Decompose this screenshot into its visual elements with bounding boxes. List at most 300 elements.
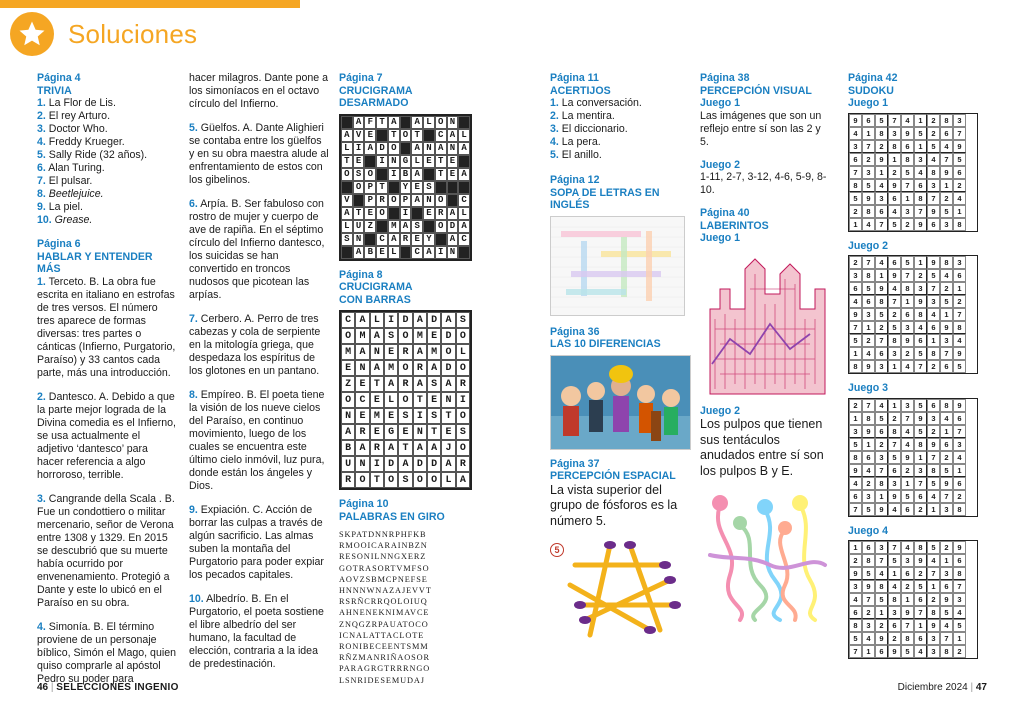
sudoku-cell: 2 [901, 347, 914, 360]
letter-cell: R [341, 472, 355, 488]
sudoku-cell: 1 [927, 334, 940, 347]
letter-cell: E [441, 424, 455, 440]
sudoku-cell: 2 [953, 645, 966, 658]
letter-cell: G [400, 155, 412, 168]
sudoku-cell: 6 [849, 490, 862, 503]
item-number: 7. [189, 313, 198, 325]
letter-cell: N [447, 142, 459, 155]
sudoku-cell: 9 [849, 308, 862, 321]
sudoku-cell: 6 [940, 438, 953, 451]
sudoku-cell: 7 [914, 606, 927, 619]
sudoku-cell: 9 [927, 619, 940, 632]
item-text: La mentira. [558, 110, 615, 122]
letter-cell: L [341, 142, 353, 155]
sudoku-cell: 1 [927, 503, 940, 516]
sudoku-cell: 5 [901, 166, 914, 179]
item-text: El rey Arturo. [45, 110, 111, 122]
letter-cell: Z [364, 220, 376, 233]
item-text: Arpía. B. Ser fabuloso con rostro de mujer y cuerpo de ave de rapiña. En el séptimo círculo del Infierno dantesco, los suicidas se han convertido en troncos nudosos que picotean las arpías. [189, 198, 325, 301]
sudoku-cell: 2 [914, 503, 927, 516]
letter-cell: L [370, 312, 384, 328]
sudoku-cell: 5 [862, 282, 875, 295]
list-item [189, 593, 329, 671]
section-heading: Página 12 [550, 174, 600, 186]
sudoku-cell: 8 [875, 580, 888, 593]
sudoku-cell: 2 [849, 256, 862, 269]
sudoku-cell: 1 [862, 321, 875, 334]
sudoku-cell: 7 [914, 477, 927, 490]
sudoku-cell: 5 [940, 464, 953, 477]
item-number: 10. [37, 214, 52, 226]
letter-cell: R [370, 440, 384, 456]
letter-cell: D [398, 312, 412, 328]
sudoku-grid [848, 540, 978, 659]
letter-cell: A [370, 328, 384, 344]
letter-cell: R [413, 360, 427, 376]
sudoku-cell: 7 [953, 580, 966, 593]
game-label: Juego 2 [700, 404, 741, 417]
sudoku-cell: 2 [888, 308, 901, 321]
letter-cell: S [456, 424, 470, 440]
sudoku-cell: 9 [927, 205, 940, 218]
sudoku-cell: 9 [888, 269, 901, 282]
letter-cell: S [398, 472, 412, 488]
black-cell [376, 168, 388, 181]
letter-cell: E [384, 344, 398, 360]
sudoku-cell: 3 [914, 464, 927, 477]
sudoku-cell: 4 [849, 477, 862, 490]
sudoku-cell: 8 [901, 632, 914, 645]
sudoku-cell: 4 [862, 632, 875, 645]
letter-cell: E [447, 168, 459, 181]
sudoku-cell: 9 [901, 127, 914, 140]
sudoku-cell: 3 [849, 269, 862, 282]
letter-cell: T [435, 168, 447, 181]
black-cell [435, 233, 447, 246]
sudoku-cell: 1 [862, 645, 875, 658]
letter-cell: E [384, 408, 398, 424]
sudoku-label: Juego 1 [848, 97, 889, 109]
sudoku-cell: 7 [849, 321, 862, 334]
section-subheading: PALABRAS EN GIRO [339, 510, 445, 523]
sudoku-cell: 7 [849, 645, 862, 658]
sudoku-cell: 8 [849, 360, 862, 373]
sudoku-list [848, 97, 978, 659]
sudoku-cell: 3 [888, 477, 901, 490]
sudoku-cell: 4 [940, 269, 953, 282]
section-heading: Página 10 [339, 498, 389, 510]
sudoku-cell: 1 [888, 153, 901, 166]
sudoku-cell: 8 [940, 114, 953, 127]
letter-cell: O [441, 344, 455, 360]
letter-cell: L [441, 472, 455, 488]
sudoku-cell: 9 [888, 179, 901, 192]
sudoku-cell: 7 [953, 425, 966, 438]
sudoku-cell: 6 [927, 399, 940, 412]
sudoku-cell: 4 [914, 166, 927, 179]
letter-cell: T [376, 181, 388, 194]
letter-cell: L [384, 392, 398, 408]
sudoku-cell: 8 [940, 399, 953, 412]
sudoku-cell: 4 [849, 593, 862, 606]
letter-cell: N [388, 155, 400, 168]
sudoku-cell: 4 [953, 192, 966, 205]
letter-cell: E [353, 155, 365, 168]
letter-cell: E [447, 155, 459, 168]
sudoku-cell: 7 [888, 541, 901, 554]
sudoku-cell: 9 [953, 541, 966, 554]
sudoku-cell: 2 [862, 477, 875, 490]
sudoku-cell: 6 [888, 256, 901, 269]
differences-illustration [550, 355, 691, 450]
sudoku-cell: 2 [914, 567, 927, 580]
letter-cell: T [441, 408, 455, 424]
black-cell [400, 142, 412, 155]
sudoku-cell: 5 [888, 554, 901, 567]
letter-cell: E [364, 129, 376, 142]
letter-cell: N [370, 344, 384, 360]
sudoku-cell: 9 [875, 632, 888, 645]
sudoku-cell: 4 [953, 606, 966, 619]
section-subheading: TRIVIA [37, 84, 72, 97]
sudoku-cell: 8 [940, 256, 953, 269]
black-cell [341, 116, 353, 129]
sudoku-cell: 4 [901, 541, 914, 554]
answer-text: La vista superior del grupo de fósforos es la número 5. [550, 482, 678, 528]
section-subheading: LABERINTOS [700, 219, 769, 232]
sudoku-cell: 1 [849, 541, 862, 554]
sudoku-cell: 7 [953, 127, 966, 140]
sudoku-cell: 3 [940, 503, 953, 516]
item-text: La conversación. [558, 97, 642, 109]
sudoku-cell: 6 [914, 334, 927, 347]
letter-cell: O [364, 168, 376, 181]
list-item [550, 123, 690, 136]
sudoku-cell: 4 [927, 308, 940, 321]
letter-cell: I [384, 312, 398, 328]
sudoku-cell: 3 [953, 438, 966, 451]
letter-cell: M [384, 360, 398, 376]
list-item [37, 175, 177, 188]
sudoku-cell: 4 [940, 140, 953, 153]
sudoku-cell: 1 [914, 114, 927, 127]
black-cell [435, 181, 447, 194]
section-subheading: CRUCIGRAMA [339, 281, 413, 293]
column-2 [189, 72, 329, 671]
spiral-row: LSNRIDESEMUDAJ [339, 675, 425, 685]
sudoku-cell: 3 [914, 282, 927, 295]
sudoku-cell: 1 [901, 295, 914, 308]
answer-continuation: hacer milagros. Dante pone a los simoníacos en el octavo círculo del Infierno. [189, 72, 328, 110]
letter-cell: O [456, 328, 470, 344]
letter-cell: O [398, 392, 412, 408]
letter-cell: S [423, 181, 435, 194]
sudoku-cell: 5 [862, 503, 875, 516]
letter-cell: A [388, 233, 400, 246]
sudoku-cell: 8 [888, 140, 901, 153]
section-subheading: HABLAR Y ENTENDER MÁS [37, 250, 153, 275]
sudoku-cell: 5 [875, 412, 888, 425]
letter-cell: A [353, 116, 365, 129]
list-item [37, 162, 177, 175]
letter-cell: S [353, 168, 365, 181]
sudoku-cell: 9 [849, 464, 862, 477]
letter-cell: E [423, 207, 435, 220]
letter-cell: L [458, 129, 470, 142]
letter-cell: T [376, 116, 388, 129]
sudoku-cell: 8 [927, 464, 940, 477]
column-6 [848, 72, 978, 659]
sudoku-cell: 8 [901, 153, 914, 166]
sudoku-cell: 5 [862, 179, 875, 192]
sudoku-cell: 6 [849, 606, 862, 619]
letter-cell: O [341, 328, 355, 344]
list-item [37, 276, 177, 380]
sudoku-cell: 7 [927, 451, 940, 464]
item-number: 9. [189, 504, 198, 516]
letter-cell: E [411, 181, 423, 194]
letter-cell: O [400, 129, 412, 142]
sudoku-cell: 3 [862, 490, 875, 503]
sudoku-cell: 5 [849, 632, 862, 645]
page-title: Soluciones [68, 18, 198, 49]
sudoku-cell: 8 [862, 269, 875, 282]
section-heading: Página 7 [339, 72, 383, 84]
sudoku-cell: 8 [849, 451, 862, 464]
item-text: Doctor Who. [45, 123, 108, 135]
letter-cell: N [353, 233, 365, 246]
sudoku-label: Juego 4 [848, 524, 889, 537]
sudoku-cell: 7 [940, 490, 953, 503]
item-text: Sally Ride (32 años). [45, 149, 148, 161]
letter-cell: O [388, 142, 400, 155]
sudoku-cell: 7 [849, 166, 862, 179]
sudoku-cell: 2 [927, 114, 940, 127]
sudoku-cell: 9 [940, 166, 953, 179]
sudoku-cell: 3 [849, 425, 862, 438]
black-cell [447, 181, 459, 194]
octopus-maze-image [700, 485, 830, 625]
sudoku-cell: 7 [862, 399, 875, 412]
letter-cell: A [447, 207, 459, 220]
section-heading: Página 6 [37, 238, 81, 250]
sudoku-cell: 7 [888, 114, 901, 127]
letter-cell: A [400, 220, 412, 233]
sudoku-cell: 7 [849, 503, 862, 516]
item-number: 7. [37, 175, 46, 187]
crossword-bars-grid [339, 310, 472, 490]
sudoku-cell: 4 [953, 334, 966, 347]
black-cell [376, 220, 388, 233]
sudoku-cell: 6 [953, 166, 966, 179]
sudoku-cell: 2 [888, 166, 901, 179]
sudoku-cell: 9 [940, 321, 953, 334]
letter-cell: E [355, 376, 369, 392]
sudoku-cell: 7 [901, 412, 914, 425]
letter-cell: T [411, 129, 423, 142]
spiral-row: RMOOICARAINBZN [339, 541, 428, 551]
sudoku-cell: 5 [888, 218, 901, 231]
item-number: 5. [550, 149, 559, 161]
list-item [189, 313, 329, 378]
letter-cell: A [355, 312, 369, 328]
sudoku-cell: 9 [875, 153, 888, 166]
item-number: 10. [189, 593, 204, 605]
letter-cell: F [364, 116, 376, 129]
sudoku-cell: 5 [901, 645, 914, 658]
sudoku-cell: 8 [953, 321, 966, 334]
list-item [550, 97, 690, 110]
list-item [550, 136, 690, 149]
sudoku-cell: 1 [862, 438, 875, 451]
sudoku-cell: 6 [927, 321, 940, 334]
sudoku-cell: 1 [940, 425, 953, 438]
sudoku-cell: 3 [927, 632, 940, 645]
letter-cell: E [398, 424, 412, 440]
black-cell [458, 246, 470, 259]
sudoku-cell: 3 [888, 127, 901, 140]
sudoku-cell: 9 [849, 567, 862, 580]
list-item [37, 97, 177, 110]
letter-cell: P [364, 194, 376, 207]
sudoku-cell: 6 [875, 205, 888, 218]
letter-cell: O [435, 116, 447, 129]
sudoku-cell: 9 [862, 580, 875, 593]
sudoku-cell: 6 [862, 541, 875, 554]
section-subheading: SUDOKU [848, 84, 894, 97]
sudoku-cell: 3 [875, 360, 888, 373]
sudoku-cell: 1 [914, 619, 927, 632]
sudoku-cell: 2 [953, 490, 966, 503]
sudoku-cell: 4 [875, 256, 888, 269]
letter-cell: O [384, 472, 398, 488]
sudoku-cell: 6 [914, 490, 927, 503]
sudoku-cell: 5 [953, 619, 966, 632]
sudoku-cell: 6 [888, 464, 901, 477]
sudoku-cell: 7 [953, 308, 966, 321]
sudoku-cell: 3 [901, 205, 914, 218]
spiral-row: RÑZMANRIÑAOSOR [339, 653, 430, 663]
sudoku-cell: 5 [940, 606, 953, 619]
sudoku-cell: 8 [914, 541, 927, 554]
section-heading: Página 8 [339, 268, 383, 281]
letter-cell: V [353, 129, 365, 142]
sudoku-cell: 5 [849, 192, 862, 205]
sudoku-cell: 9 [862, 360, 875, 373]
letter-cell: A [413, 376, 427, 392]
sudoku-cell: 6 [940, 360, 953, 373]
sudoku-cell: 3 [875, 541, 888, 554]
header-band [0, 0, 300, 8]
sudoku-cell: 9 [914, 218, 927, 231]
sudoku-cell: 6 [875, 425, 888, 438]
sudoku-cell: 3 [901, 399, 914, 412]
item-text: Simonía. B. El término proviene de un personaje bíblico, Simón el Mago, quien quiso comprarle al apóstol Pedro su poder para [37, 620, 176, 685]
sudoku-cell: 7 [875, 334, 888, 347]
letter-cell: A [441, 312, 455, 328]
sudoku-cell: 4 [888, 580, 901, 593]
sudoku-cell: 1 [914, 140, 927, 153]
letter-cell: C [411, 246, 423, 259]
trivia-list [37, 97, 177, 227]
list-item [37, 110, 177, 123]
sudoku-cell: 1 [875, 606, 888, 619]
letter-cell: A [341, 129, 353, 142]
list-item [37, 493, 177, 610]
sudoku-cell: 8 [927, 347, 940, 360]
letter-cell: T [341, 155, 353, 168]
letter-cell: L [458, 207, 470, 220]
sudoku-cell: 1 [953, 464, 966, 477]
sudoku-cell: 1 [914, 256, 927, 269]
sudoku-cell: 4 [888, 282, 901, 295]
item-number: 3. [550, 123, 559, 135]
sudoku-cell: 2 [953, 179, 966, 192]
sudoku-cell: 5 [940, 295, 953, 308]
sudoku-cell: 3 [888, 606, 901, 619]
sudoku-cell: 4 [888, 503, 901, 516]
black-cell [458, 155, 470, 168]
letter-cell: E [423, 155, 435, 168]
sudoku-cell: 9 [940, 593, 953, 606]
sudoku-cell: 1 [888, 360, 901, 373]
sudoku-cell: 7 [901, 269, 914, 282]
letter-cell: A [411, 116, 423, 129]
letter-cell: T [370, 376, 384, 392]
letter-cell: I [376, 155, 388, 168]
item-number: 3. [37, 492, 46, 505]
list-item [189, 389, 329, 493]
answer-text: Los pulpos que tienen sus tentáculos anudados entre sí son los pulpos B y E. [700, 417, 824, 478]
sudoku-cell: 5 [927, 477, 940, 490]
letter-cell: O [435, 220, 447, 233]
letter-cell: D [447, 220, 459, 233]
letter-cell: R [376, 194, 388, 207]
letter-cell: T [388, 129, 400, 142]
item-text: La pera. [558, 136, 601, 148]
sudoku-cell: 1 [953, 282, 966, 295]
sudoku-cell: 5 [901, 256, 914, 269]
sudoku-cell: 7 [940, 347, 953, 360]
item-number: 6. [189, 198, 198, 210]
sudoku-cell: 2 [940, 192, 953, 205]
spiral-row: AHNENEKNIMAVCE [339, 608, 430, 618]
letter-cell: S [456, 312, 470, 328]
letter-cell: A [458, 142, 470, 155]
item-number: 1. [37, 97, 46, 109]
letter-cell: T [427, 424, 441, 440]
sudoku-cell: 2 [927, 360, 940, 373]
item-text: Expiación. C. Acción de borrar las culpas a través de algún sacrificio. Las almas suben la montaña del Purgatorio para poder expiar los pecados capitales. [189, 504, 324, 581]
letter-cell: C [458, 233, 470, 246]
sudoku-cell: 7 [927, 282, 940, 295]
sudoku-cell: 4 [862, 218, 875, 231]
letter-cell: O [435, 194, 447, 207]
letter-cell: C [458, 194, 470, 207]
spiral-row: SKPATDNNRPHFKB [339, 530, 427, 539]
sudoku-cell: 3 [862, 308, 875, 321]
sudoku-cell: 3 [927, 179, 940, 192]
letter-cell: O [388, 194, 400, 207]
sudoku-cell: 2 [862, 334, 875, 347]
item-text: El diccionario. [558, 123, 628, 135]
sudoku-cell: 4 [849, 295, 862, 308]
letter-cell: O [353, 181, 365, 194]
sudoku-cell: 1 [901, 593, 914, 606]
sudoku-cell: 9 [914, 554, 927, 567]
header-band-corner [270, 0, 300, 8]
letter-cell: N [413, 424, 427, 440]
